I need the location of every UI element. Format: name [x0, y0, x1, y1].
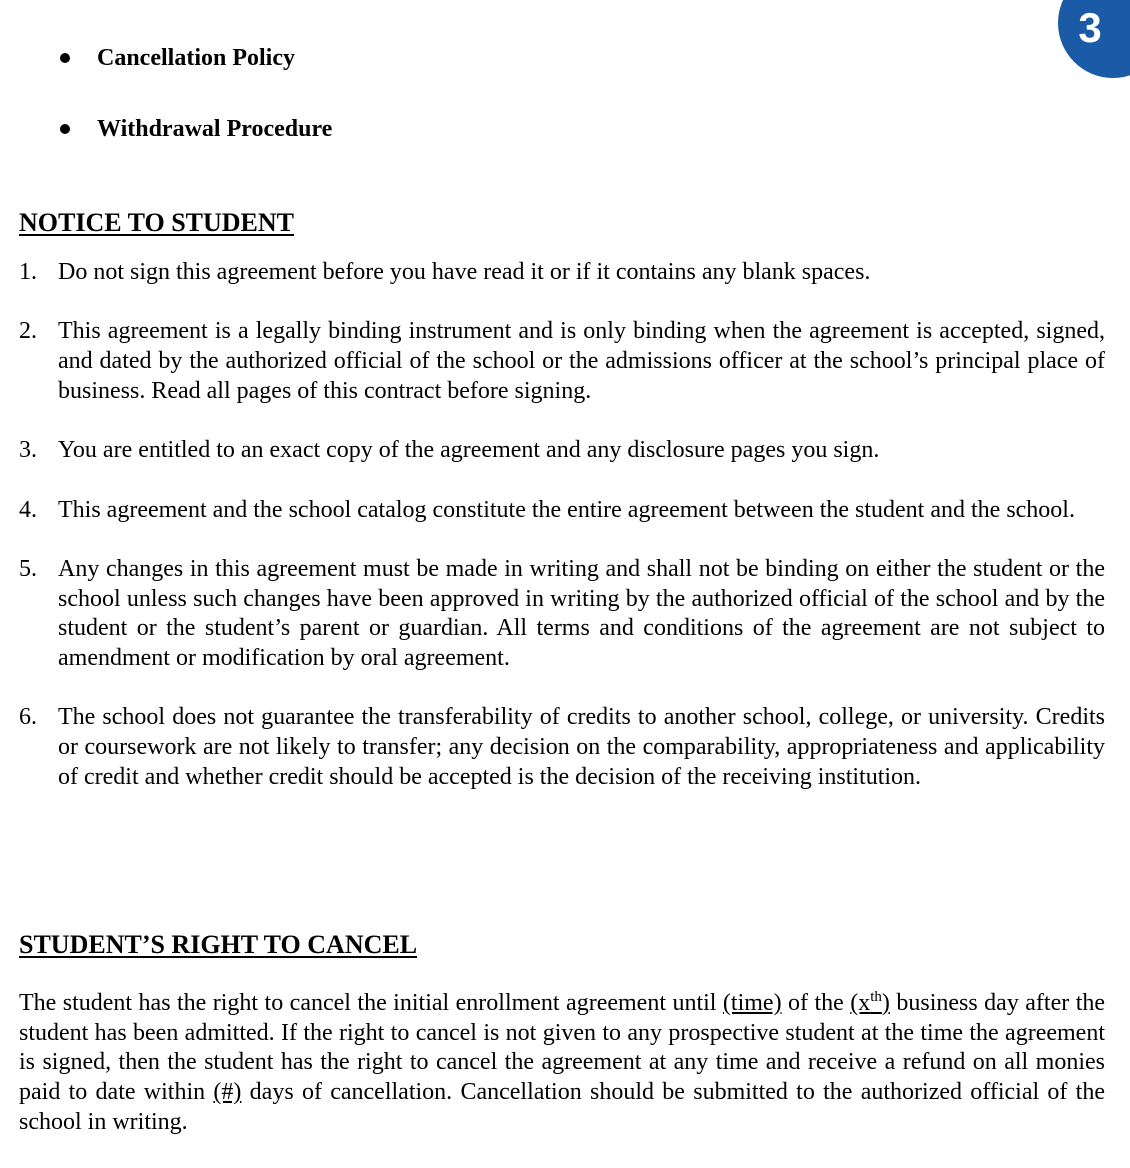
notice-item-text: This agreement and the school catalog constitute the entire agreement between the student and the school. — [58, 496, 1075, 523]
notice-heading: NOTICE TO STUDENT — [19, 208, 295, 237]
page-number: 3 — [1078, 4, 1102, 51]
notice-item — [19, 496, 1105, 526]
notice-list — [19, 258, 1105, 822]
cancel-text: days of cancellation. Cancellation should be submitted to the authorized official of the school in writing. — [19, 1079, 1106, 1135]
cancel-paragraph — [19, 989, 1105, 1138]
notice-item-text: The school does not guarantee the transferability of credits to another school, college, or university. Credits or coursework are not likely to transfer; any decision on the comparability, appropriateness and applicability of credit and whether credit should be accepted is the decision of the receiving institution. — [58, 704, 1105, 790]
notice-item-text: Do not sign this agreement before you have read it or if it contains any blank spaces. — [58, 259, 871, 285]
notice-item-number: 2. — [19, 318, 37, 345]
cancel-text: of the — [781, 990, 851, 1016]
notice-item — [19, 555, 1105, 674]
cancel-text: The student has the right to cancel the initial enrollment agreement until — [19, 990, 723, 1016]
bullet-item — [58, 41, 332, 75]
blank-time: (time) — [722, 990, 782, 1016]
cancel-text: business day after the student has been admitted. If the right to cancel is not given to any prospective student at the time the agreement is signed, then the student has the right to cancel the agreement at any time and receive a refund on all monies paid to date within — [19, 990, 1106, 1106]
notice-item — [19, 317, 1105, 406]
notice-item-number: 1. — [19, 259, 37, 285]
notice-item-text: This agreement is a legally binding instrument and is only binding when the agreement is accepted, signed, and dated by the authorized official of the school or the admissions officer at the school’s principal place of business. Read all pages of this contract before signing. — [58, 318, 1105, 404]
notice-item-number: 3. — [19, 437, 37, 464]
blank-day-ordinal: th — [870, 989, 882, 1005]
notice-item-number: 4. — [19, 496, 37, 523]
notice-item — [19, 703, 1105, 792]
notice-item-text: You are entitled to an exact copy of the agreement and any disclosure pages you sign. — [58, 437, 880, 464]
bullet-dot-icon — [60, 124, 70, 134]
bullet-item — [58, 112, 332, 146]
bullet-label: Cancellation Policy — [97, 45, 295, 71]
blank-day-prefix: (x — [850, 990, 871, 1016]
bullet-label: Withdrawal Procedure — [97, 116, 333, 142]
topic-bullet-list — [58, 41, 332, 183]
notice-item-number: 5. — [19, 555, 37, 582]
notice-item — [19, 258, 1105, 288]
blank-day-suffix: ) — [881, 990, 890, 1016]
blank-business-day — [850, 990, 890, 1016]
notice-item-number: 6. — [19, 704, 37, 731]
cancel-heading: STUDENT’S RIGHT TO CANCEL — [19, 930, 418, 959]
bullet-dot-icon — [60, 53, 70, 63]
blank-days: (#) — [213, 1079, 242, 1106]
notice-item — [19, 436, 1105, 466]
notice-item-text: Any changes in this agreement must be made in writing and shall not be binding on either the student or the school unless such changes have been approved in writing by the authorized official of the school and by the student or the student’s parent or guardian. All terms and conditions of the agreement are not subject to amendment or modification by oral agreement. — [58, 555, 1105, 672]
